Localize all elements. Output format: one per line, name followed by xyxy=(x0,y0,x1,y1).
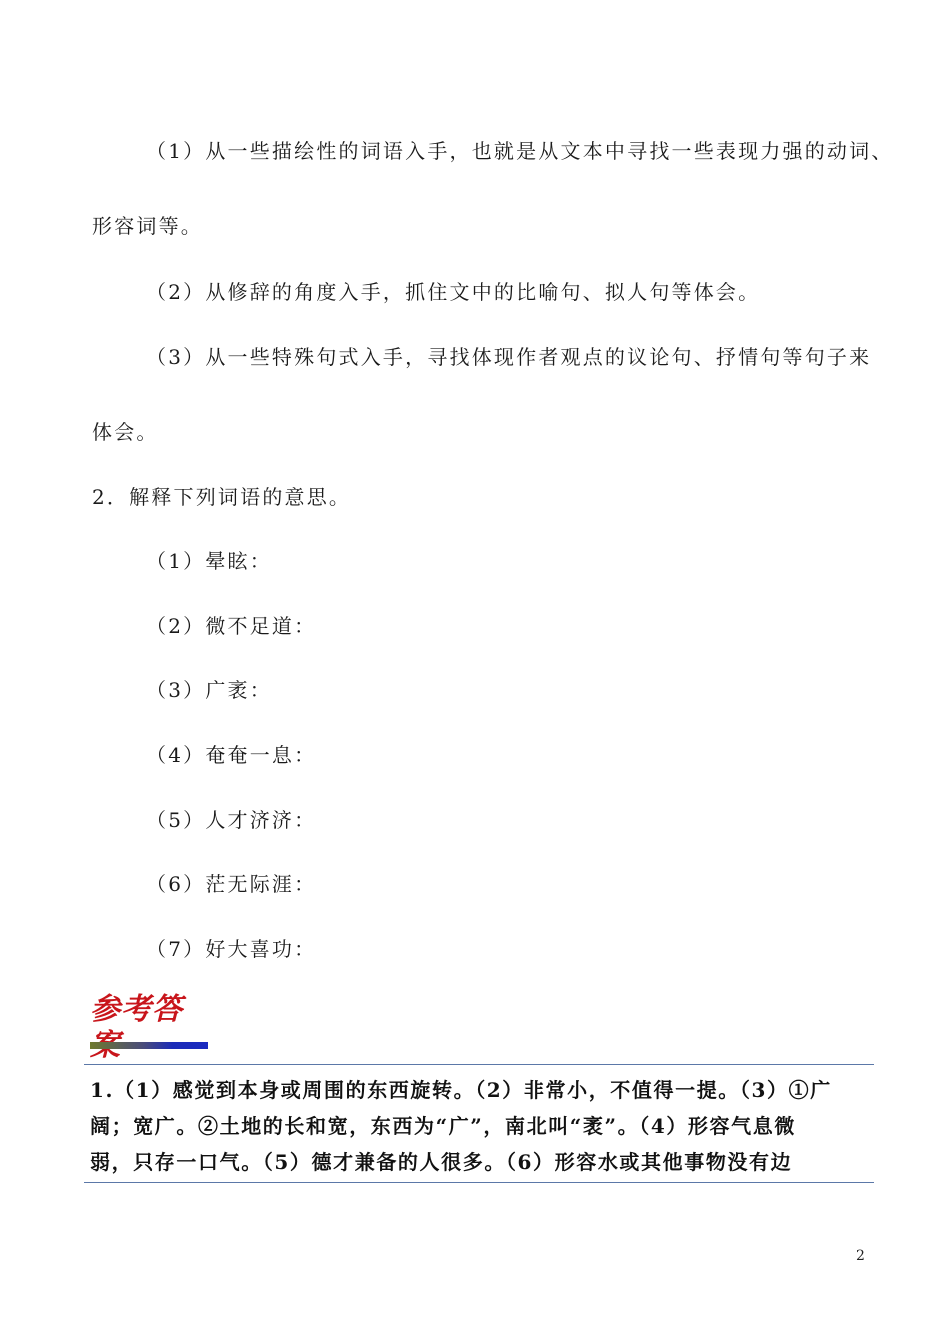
method-3-line-2: 体会。 xyxy=(92,420,159,444)
vocab-item: （6）茫无际涯： xyxy=(146,872,317,896)
answer-heading-underline xyxy=(90,1042,208,1049)
answer-line: 弱，只存一口气。（5）德才兼备的人很多。（6）形容水或其他事物没有边 xyxy=(90,1150,793,1174)
answer-heading xyxy=(90,990,210,1052)
method-3-line-1: （3）从一些特殊句式入手，寻找体现作者观点的议论句、抒情句等句子来 xyxy=(146,345,872,369)
answer-top-rule xyxy=(84,1064,874,1065)
vocab-item: （3）广袤： xyxy=(146,678,272,702)
vocab-item: （2）微不足道： xyxy=(146,614,317,638)
answer-bottom-rule xyxy=(84,1182,874,1183)
vocab-item: （7）好大喜功： xyxy=(146,937,317,961)
answer-box xyxy=(90,1072,868,1180)
vocab-item: （1）晕眩： xyxy=(146,549,272,573)
answer-line: 阔；宽广。②土地的长和宽，东西为“广”，南北叫“袤”。（4）形容气息微 xyxy=(90,1114,796,1138)
answer-line: 1.（1）感觉到本身或周围的东西旋转。（2）非常小，不值得一提。（3）①广 xyxy=(90,1078,832,1102)
method-1-line-2: 形容词等。 xyxy=(92,214,203,238)
question-2-title: 2．解释下列词语的意思。 xyxy=(92,485,352,509)
vocab-item: （5）人才济济： xyxy=(146,808,317,832)
vocab-item: （4）奄奄一息： xyxy=(146,743,317,767)
method-1-line-1: （1）从一些描绘性的词语入手，也就是从文本中寻找一些表现力强的动词、 xyxy=(146,139,894,163)
method-2: （2）从修辞的角度入手，抓住文中的比喻句、拟人句等体会。 xyxy=(146,280,761,304)
page-number: 2 xyxy=(856,1248,865,1264)
answer-heading-text: 参考答 xyxy=(90,992,183,1027)
